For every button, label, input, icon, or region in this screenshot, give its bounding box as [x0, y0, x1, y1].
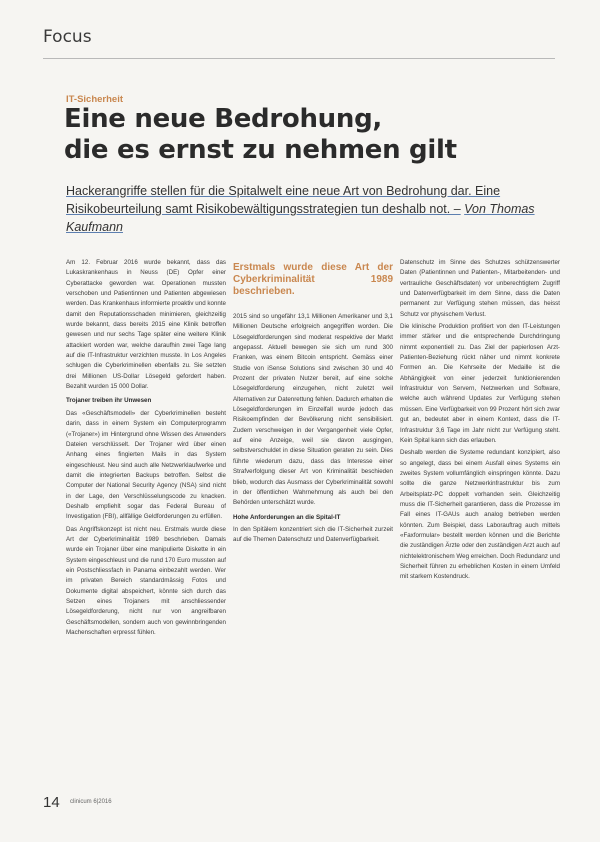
lead-text: Hackerangriffe stellen für die Spitalwelt eine neue Art von Bedrohung dar. Eine Risikobeurteilung samt Risikobewältigungsstrategien tun deshalb not. – [66, 184, 501, 216]
headline-line-2: die es ernst zu nehmen gilt [64, 135, 457, 165]
section-label: Focus [43, 27, 92, 47]
col2-subheading: Hohe Anforderungen an die Spital-IT [233, 513, 341, 521]
article-lead [66, 182, 546, 236]
issue-label: clinicum 6|2016 [70, 799, 112, 805]
column-2 [233, 258, 393, 548]
col1-paragraph: Das «Geschäftsmodell» der Cyberkriminellen besteht darin, dass in einem System ein Computerprogramm («Trojaner») im Hintergrund ohne Wissen des Anwenders Dateien verschlüsselt. Der Trojaner wird über einen Anhang eines fingierten Mails in das System eingeschleust. Neu sind auch alle Netzwerklaufwerke und damit die integrierten Backups betroffen. Selbst die Computer der National Security Agency (NSA) sind nicht in der Lage, den Verschlüsselungscode zu knacken. Deshalb empfiehlt sogar das Federal Bureau of Investigation (FBI), allfällige Geldforderungen zu erfüllen. [66, 409, 226, 521]
col2-paragraph: In den Spitälern konzentriert sich die IT-Sicherheit zurzeit auf die Themen Datenschutz und Datenverfügbarkeit. [233, 525, 393, 544]
col1-subheading: Trojaner treiben ihr Unwesen [66, 397, 152, 405]
lead-byline: Von Thomas Kaufmann [66, 202, 535, 234]
headline-line-1: Eine neue Bedrohung, [64, 104, 382, 134]
header-rule [43, 58, 555, 59]
col1-paragraph: Am 12. Februar 2016 wurde bekannt, dass das Lukaskrankenhaus in Neuss (DE) Opfer einer Cyberattacke geworden war. Operationen mussten verschoben und Patientinnen und Patienten abgewiesen werden. Das Krankenhaus informierte proaktiv und konnte damit den Reputationsschaden minimieren, gleichzeitig wurde bekannt, dass bereits 2015 eine Klinik betroffen gewesen und nur sechs Tage später eine weitere Klinik attackiert worden war, welche daraufhin zwei Tage lang auf die IT-Infrastruktur verzichten musste. In Los Angeles schlugen die Cyberkriminellen ebenfalls zu. Sie setzten drei Millionen US-Dollar Lösegeld gefordert haben. Bezahlt wurden 15 000 Dollar. [66, 259, 226, 391]
article-kicker: IT-Sicherheit [66, 94, 124, 105]
page-number: 14 [43, 794, 60, 811]
col2-paragraph: 2015 sind so ungefähr 13,1 Millionen Amerikaner und 3,1 Millionen Deutsche erfolgreich angegriffen worden. Die Lösegeldforderungen sind moderat respektive der Markt angepasst. Aktuell bewegen sie sich um rund 300 Franken, was einem Bitcoin entspricht. Gemäss einer Studie von iSense Solutions sind zwischen 30 und 40 Prozent der privaten Nutzer bereit, auf eine solche Lösegeldforderung einzugehen, nicht zuletzt weil Alternativen zur Datenrettung fehlen. Dadurch erhalten die Lösegeldforderungen im Einzelfall wurde jedoch das Risikoempfinden der Bevölkerung nicht sensibilisiert. Zudem verschweigen in der Vergangenheit viele Opfer, auf eine Anzeige, weil sie davon ausgingen, selbstverschuldet in diese Situation geraten zu sein. Dies führte wiederum dazu, dass das Interesse einer Strafverfolgung dieser Art von Kriminalität beschieden blieb, wodurch das Ausmass der Cyberkriminalität sowohl in der öffentlichen Wahrnehmung als auch bei den Behörden unterschätzt wurde. [233, 313, 393, 507]
col3-paragraph: Die klinische Produktion profitiert von den IT-Leistungen immer stärker und die entsprechende Durchdringung nimmt exponentiell zu. Das Ziel der papierlosen Arzt-Patienten-Beziehung rückt näher und nimmt konkrete Formen an. Die Kehrseite der Medaille ist die Abhängigkeit von einer jederzeit funktionierenden Infrastruktur von Servern, Netzwerken und Software, welche auch während Updates zur Verfügung stehen müssen. Eine Verfügbarkeit von 99 Prozent hört sich zwar gut an, bedeutet aber in einem Kontext, dass die IT-Infrastruktur 3,6 Tage im Jahr nicht zur Verfügung steht. Kein Spital kann sich das erlauben. [400, 323, 560, 444]
column-3 [400, 258, 560, 585]
pull-quote: Erstmals wurde diese Art der Cyberkriminalität 1989 beschrieben. [233, 262, 393, 297]
col1-paragraph: Das Angriffskonzept ist nicht neu. Erstmals wurde diese Art der Cyberkriminalität 1989 beschrieben. Damals wurde ein Trojaner über eine manipulierte Diskette in ein System eingeschleust und die rund 170 Euro mussten auf ein Postschliessfach in Panama einbezahlt werden. Wer im privaten Bereich standardmässig Fotos und Dokumente digital abspeichert, könnte sich durch das Setzen eines Trojaners mit anschliessender Lösegeldforderung, nicht nur von angreifbaren Geschäftsmodellen, sondern auch von gewinnbringenden Machenschaften erpresst fühlen. [66, 525, 226, 637]
column-1 [66, 258, 226, 640]
article-headline [64, 104, 544, 166]
col3-paragraph: Datenschutz im Sinne des Schutzes schützenswerter Daten (Patientinnen und Patienten-, Mitarbeitenden- und vertrauliche Geschäftsdaten) vor unberechtigtem Zugriff und Datenverfügbarkeit im dem Sinne, dass die Daten permanent zur Verfügung stehen müssen, das heisst Schutz vor physischem Verlust. [400, 259, 560, 318]
col3-paragraph: Deshalb werden die Systeme redundant konzipiert, also so angelegt, dass bei einem Ausfall eines Systems ein zweites System vollumfänglich einspringen könnte. Dazu sollte die ganze Netzwerkinfrastruktur bis zum Arbeitsplatz-PC doppelt vorhanden sein. Gleichzeitig muss die IT-Sicherheit garantieren, dass die Prozesse im Fall eines IT-GAUs auch analog betrieben werden könnten. Zum Beispiel, dass Laborauftrag auch mittels «Faxformular» bestellt werden können und die Berichte die zuständigen Ärzte oder den zuständigen Arzt auch auf nichtelektronischem Weg erreichen. Doch Redundanz und Sicherheit führen zu erheblichen Kosten in einem Umfeld mit starkem Kostendruck. [400, 449, 560, 581]
